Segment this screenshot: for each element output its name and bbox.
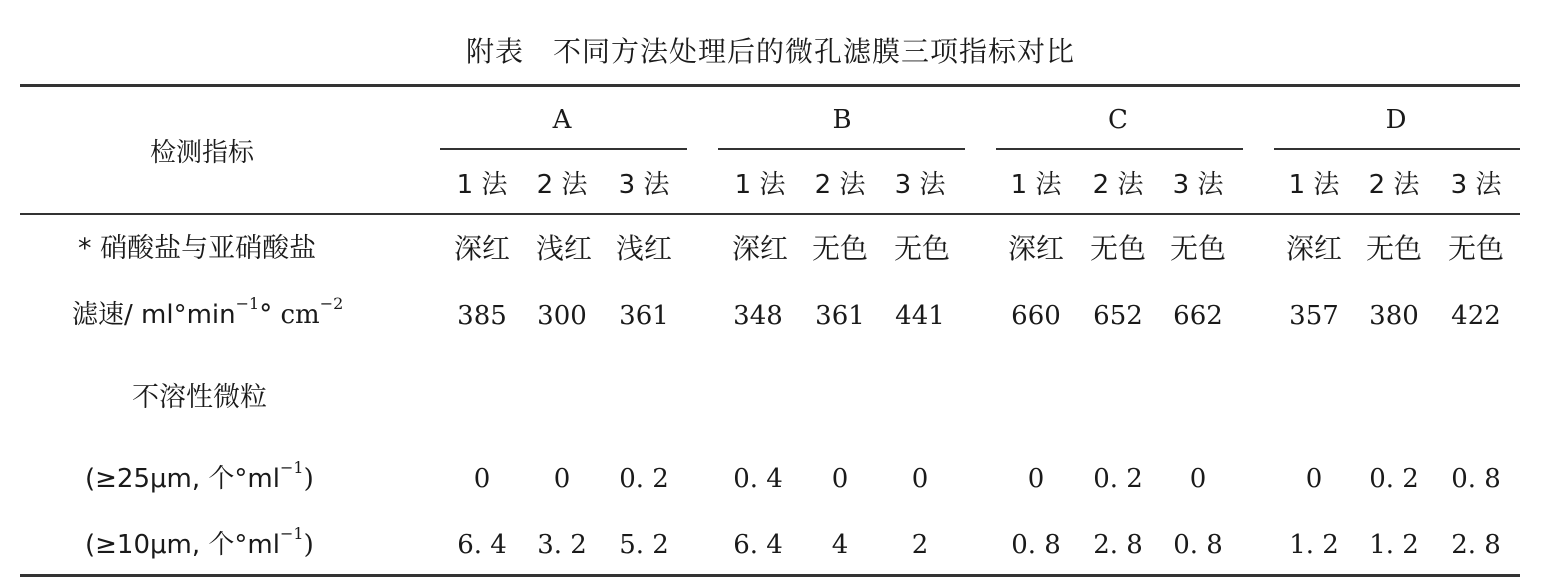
row-label-ge10 bbox=[85, 524, 314, 560]
ge25-value: 0 bbox=[1305, 464, 1323, 494]
method-header: 1 法 bbox=[1288, 170, 1340, 200]
ge10-value: 1. 2 bbox=[1289, 530, 1339, 560]
nitrate-value: 深红 bbox=[1007, 232, 1065, 265]
row-label-header: 检测指标 bbox=[150, 138, 255, 168]
nitrate-value: 无色 bbox=[1089, 232, 1147, 265]
bottom-rule bbox=[20, 574, 1520, 577]
method-header: 3 法 bbox=[1450, 170, 1502, 200]
nitrate-value: 无色 bbox=[1447, 232, 1505, 265]
ge25-value: 0. 2 bbox=[619, 464, 669, 494]
group-c-header: C bbox=[1108, 105, 1128, 135]
group-rule-a bbox=[440, 148, 687, 150]
nitrate-value: 浅红 bbox=[615, 232, 673, 265]
nitrate-value: 浅红 bbox=[535, 232, 593, 265]
ge10-value: 1. 2 bbox=[1369, 530, 1419, 560]
ge25-value: 0. 4 bbox=[733, 464, 783, 494]
flow-value: 652 bbox=[1093, 301, 1143, 331]
ge25-value: 0. 2 bbox=[1093, 464, 1143, 494]
group-d-header: D bbox=[1385, 105, 1407, 135]
table-title: 附表 不同方法处理后的微孔滤膜三项指标对比 bbox=[465, 35, 1075, 68]
row-label-particles: 不溶性微粒 bbox=[132, 382, 267, 413]
row-label-flow bbox=[72, 294, 344, 330]
method-header: 3 法 bbox=[894, 170, 946, 200]
ge10-label-end: ) bbox=[303, 530, 314, 560]
method-header: 3 法 bbox=[1172, 170, 1224, 200]
flow-value: 300 bbox=[537, 301, 587, 331]
method-header: 1 法 bbox=[456, 170, 508, 200]
ge25-value: 0. 2 bbox=[1369, 464, 1419, 494]
nitrate-value: 深红 bbox=[731, 232, 789, 265]
nitrate-value: 深红 bbox=[453, 232, 511, 265]
ge10-value: 3. 2 bbox=[537, 530, 587, 560]
ge25-label-exp: −1 bbox=[279, 458, 304, 478]
flow-label-mid: ° cm bbox=[259, 300, 320, 330]
method-header: 1 法 bbox=[1010, 170, 1062, 200]
ge10-value: 6. 4 bbox=[733, 530, 783, 560]
flow-value: 361 bbox=[815, 301, 865, 331]
group-rule-b bbox=[718, 148, 965, 150]
ge10-value: 6. 4 bbox=[457, 530, 507, 560]
group-a-header: A bbox=[552, 105, 572, 135]
nitrate-value: 无色 bbox=[893, 232, 951, 265]
method-header: 2 法 bbox=[1092, 170, 1144, 200]
flow-value: 422 bbox=[1451, 301, 1501, 331]
flow-label-exp2: −2 bbox=[319, 294, 344, 314]
ge10-value: 0. 8 bbox=[1011, 530, 1061, 560]
ge10-value: 2. 8 bbox=[1093, 530, 1143, 560]
group-rule-c bbox=[996, 148, 1243, 150]
ge25-value: 0 bbox=[1027, 464, 1045, 494]
row-label-nitrate: * 硝酸盐与亚硝酸盐 bbox=[78, 233, 317, 264]
flow-value: 380 bbox=[1369, 301, 1419, 331]
flow-value: 662 bbox=[1173, 301, 1223, 331]
flow-value: 441 bbox=[895, 301, 945, 331]
row-label-ge25 bbox=[85, 458, 314, 494]
ge10-value: 5. 2 bbox=[619, 530, 669, 560]
method-header: 1 法 bbox=[734, 170, 786, 200]
flow-value: 348 bbox=[733, 301, 783, 331]
top-rule bbox=[20, 84, 1520, 87]
flow-value: 357 bbox=[1289, 301, 1339, 331]
method-header: 2 法 bbox=[536, 170, 588, 200]
ge10-value: 2 bbox=[911, 530, 929, 560]
nitrate-value: 无色 bbox=[811, 232, 869, 265]
ge10-label-main: (≥10μm, 个°ml bbox=[85, 530, 280, 560]
ge10-label-exp: −1 bbox=[279, 524, 304, 544]
ge25-value: 0 bbox=[911, 464, 929, 494]
nitrate-value: 无色 bbox=[1365, 232, 1423, 265]
flow-label-exp1: −1 bbox=[235, 294, 260, 314]
ge25-value: 0 bbox=[1189, 464, 1207, 494]
ge25-value: 0. 8 bbox=[1451, 464, 1501, 494]
nitrate-value: 深红 bbox=[1285, 232, 1343, 265]
method-header: 3 法 bbox=[618, 170, 670, 200]
group-b-header: B bbox=[832, 105, 852, 135]
method-header: 2 法 bbox=[814, 170, 866, 200]
ge25-value: 0 bbox=[831, 464, 849, 494]
nitrate-value: 无色 bbox=[1169, 232, 1227, 265]
group-rule-d bbox=[1274, 148, 1520, 150]
flow-label-main: 滤速/ ml°min bbox=[72, 300, 236, 330]
ge10-value: 2. 8 bbox=[1451, 530, 1501, 560]
ge25-value: 0 bbox=[473, 464, 491, 494]
flow-value: 385 bbox=[457, 301, 507, 331]
flow-value: 361 bbox=[619, 301, 669, 331]
header-rule bbox=[20, 213, 1520, 215]
ge25-label-main: (≥25μm, 个°ml bbox=[85, 464, 280, 494]
method-header: 2 法 bbox=[1368, 170, 1420, 200]
ge10-value: 0. 8 bbox=[1173, 530, 1223, 560]
flow-value: 660 bbox=[1011, 301, 1061, 331]
ge10-value: 4 bbox=[831, 530, 849, 560]
ge25-label-end: ) bbox=[303, 464, 314, 494]
ge25-value: 0 bbox=[553, 464, 571, 494]
